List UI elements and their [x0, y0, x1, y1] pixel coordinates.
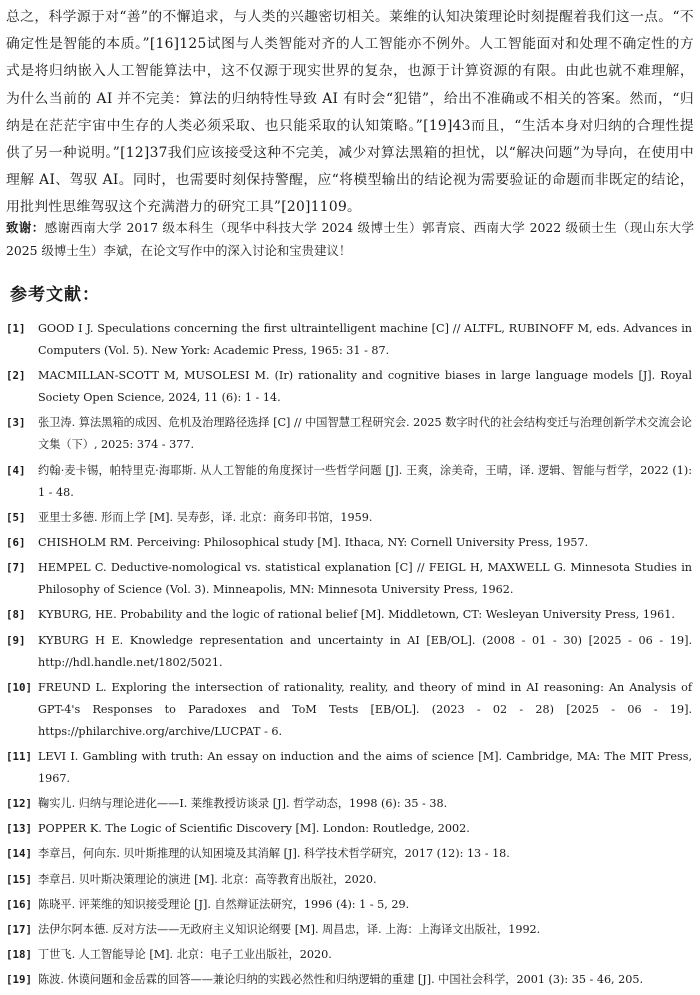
- reference-text: 陈晓平. 评莱维的知识接受理论 [J]. 自然辩证法研究，1996 (4): 1 - 5, 29.: [38, 897, 410, 911]
- reference-number: [19]: [6, 973, 33, 987]
- reference-number: [12]: [6, 797, 33, 811]
- reference-text: KYBURG, HE. Probability and the logic of rational belief [M]. Middletown, CT: Wesleyan University Press, 1961.: [38, 608, 675, 622]
- reference-item: [6, 818, 696, 840]
- reference-item: [6, 677, 696, 743]
- reference-number: [3]: [6, 416, 26, 430]
- reference-item: [6, 460, 696, 504]
- reference-text: 亚里士多德. 形而上学 [M]. 吴寿彭，译. 北京：商务印书馆，1959.: [38, 510, 373, 524]
- reference-number: [17]: [6, 923, 33, 936]
- reference-number: [11]: [6, 749, 33, 763]
- reference-item: [6, 746, 696, 790]
- reference-text: 陈波. 休谟问题和金岳霖的回答——兼论归纳的实践必然性和归纳逻辑的重建 [J]. 中国社会科学，2001 (3): 35 - 46, 205.: [38, 973, 644, 987]
- reference-text: 约翰·麦卡锡，帕特里克·海耶斯. 从人工智能的角度探讨一些哲学问题 [J]. 王爽，涂美奇，王晴，译. 逻辑、智能与哲学，2022 (1): 1 - 48.: [38, 463, 692, 499]
- reference-text: MACMILLAN-SCOTT M, MUSOLESI M. (Ir) rationality and cognitive biases in large language models [J]. Royal Society Open Science, 2024, 11 (6): 1 - 14.: [38, 369, 692, 405]
- acknowledgement: [6, 216, 694, 262]
- conclusion-paragraph: [6, 4, 694, 222]
- reference-number: [4]: [6, 463, 26, 477]
- reference-item: [6, 969, 696, 991]
- reference-text: KYBURG H E. Knowledge representation and uncertainty in AI [EB/OL]. (2008 - 01 - 30) [2025 - 06 - 19]. http://hdl.handle.net/1802/5021.: [38, 633, 692, 669]
- reference-item: [6, 944, 696, 966]
- reference-text: FREUND L. Exploring the intersection of rationality, reality, and theory of mind in AI reasoning: An Analysis of GPT-4's Responses to Paradoxes and ToM Tests [EB/OL]. (2023 - 02 - 28) [2025 - 06 - 19]. https://philarchive.org/archive/LUCPAT - 6.: [38, 680, 692, 738]
- reference-number: [1]: [6, 322, 26, 335]
- reference-text: GOOD I J. Speculations concerning the first ultraintelligent machine [C] // ALTFL, RUBINOFF M, eds. Advances in Computers (Vol. 5). New York: Academic Press, 1965: 31 - 87.: [38, 322, 692, 357]
- reference-text: 张卫涛. 算法黑箱的成因、危机及治理路径选择 [C] // 中国智慧工程研究会. 2025 数字时代的社会结构变迁与治理创新学术交流会论文集（下）, 2025: 374 - 377.: [38, 416, 692, 452]
- reference-list: [6, 318, 696, 995]
- acknowledgement-lead: 致谢：: [6, 220, 45, 235]
- reference-number: [18]: [6, 948, 33, 962]
- reference-number: [15]: [6, 872, 33, 886]
- reference-text: 鞠实儿. 归纳与理论进化——I. 莱维教授访谈录 [J]. 哲学动态，1998 (6): 35 - 38.: [38, 797, 448, 811]
- reference-item: [6, 843, 696, 865]
- reference-text: 李章吕. 贝叶斯决策理论的演进 [M]. 北京：高等教育出版社，2020.: [38, 872, 377, 886]
- reference-item: [6, 604, 696, 626]
- reference-item: [6, 793, 696, 815]
- reference-item: [6, 894, 696, 916]
- reference-item: [6, 557, 696, 601]
- reference-item: [6, 507, 696, 529]
- reference-item: [6, 532, 696, 554]
- reference-item: [6, 919, 696, 941]
- reference-text: 丁世飞. 人工智能导论 [M]. 北京：电子工业出版社，2020.: [38, 948, 332, 962]
- reference-number: [7]: [6, 561, 26, 575]
- reference-number: [6]: [6, 535, 26, 549]
- reference-number: [13]: [6, 822, 33, 836]
- acknowledgement-text: 感谢西南大学 2017 级本科生（现华中科技大学 2024 级博士生）郭青宸、西南大学 2022 级硕士生（现山东大学 2025 级博士生）李斌，在论文写作中的深入讨论和宝贵建议！: [6, 220, 695, 258]
- reference-item: [6, 365, 696, 409]
- reference-number: [8]: [6, 608, 26, 622]
- reference-item: [6, 412, 696, 456]
- conclusion-text: 总之，科学源于对“善”的不懈追求，与人类的兴趣密切相关。莱维的认知决策理论时刻提醒着我们这一点。“不确定性是智能的本质。”[16]125试图与人类智能对齐的人工智能亦不例外。人工智能面对和处理不确定性的方式是将归纳嵌入人工智能算法中，这不仅源于现实世界的复杂，也源于计算资源的有限。由此也就不难理解，为什么当前的 AI 并不完美：算法的归纳特性导致 AI 有时会“犯错”，给出不准确或不相关的答案。然而，“归纳是在茫茫宇宙中生存的人类必须采取、也只能采取的认知策略。”[19]43而且，“生活本身对归纳的合理性提供了另一种说明。”[12]37我们应该接受这种不完美，减少对算法黑箱的担忧，以“解决问题”为导向，在使用中理解 AI、驾驭 AI。同时，也需要时刻保持警醒，应“将模型输出的结论视为需要验证的命题而非既定的结论，用批判性思维驾驭这个充满潜力的研究工具”[20]1109。: [6, 9, 694, 216]
- reference-number: [16]: [6, 897, 33, 911]
- reference-number: [10]: [6, 680, 33, 694]
- reference-text: 李章吕，何向东. 贝叶斯推理的认知困境及其消解 [J]. 科学技术哲学研究，2017 (12): 13 - 18.: [38, 847, 510, 861]
- reference-number: [2]: [6, 369, 26, 383]
- reference-text: 法伊尔阿本德. 反对方法——无政府主义知识论纲要 [M]. 周昌忠，译. 上海：上海译文出版社，1992.: [38, 923, 541, 936]
- reference-text: POPPER K. The Logic of Scientific Discovery [M]. London: Routledge, 2002.: [38, 822, 470, 836]
- reference-number: [9]: [6, 633, 26, 647]
- references-heading: 参考文献：: [10, 285, 100, 305]
- reference-number: [5]: [6, 510, 26, 524]
- reference-item: [6, 869, 696, 891]
- reference-text: LEVI I. Gambling with truth: An essay on induction and the aims of science [M]. Cambridge, MA: The MIT Press, 1967.: [38, 749, 692, 785]
- reference-number: [14]: [6, 847, 33, 861]
- reference-text: HEMPEL C. Deductive-nomological vs. statistical explanation [C] // FEIGL H, MAXWELL G. Minnesota Studies in Philosophy of Science (Vol. 3). Minneapolis, MN: Minnesota University Press, 1962.: [38, 561, 692, 597]
- reference-text: CHISHOLM RM. Perceiving: Philosophical study [M]. Ithaca, NY: Cornell University Press, 1957.: [38, 535, 589, 549]
- reference-item: [6, 630, 696, 674]
- reference-item: [6, 318, 696, 362]
